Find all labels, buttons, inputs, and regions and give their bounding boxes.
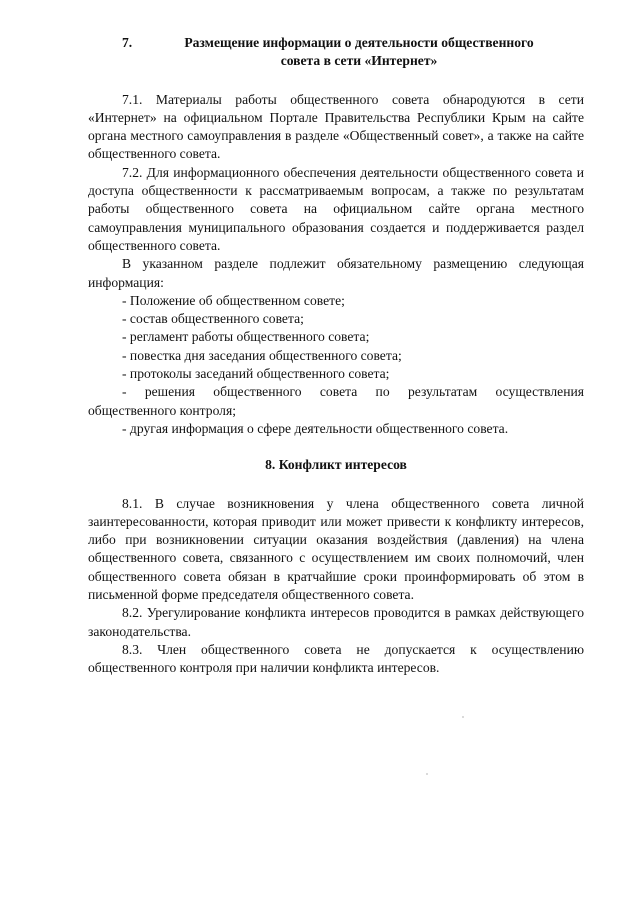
spacer xyxy=(88,438,584,456)
section-7-title-line-2: совета в сети «Интернет» xyxy=(280,53,438,69)
list-item: - регламент работы общественного совета; xyxy=(122,329,370,345)
paragraph-8-3: 8.3. Член общественного совета не допускается к осуществлению общественного контроля при наличии конфликта интересов. xyxy=(88,641,584,676)
list-item: - состав общественного совета; xyxy=(122,311,304,327)
section-7-heading xyxy=(88,34,584,71)
document-page xyxy=(88,34,584,678)
spacer xyxy=(88,475,584,495)
paragraph-8-2: 8.2. Урегулирование конфликта интересов проводится в рамках действующего законодательства. xyxy=(88,605,584,639)
section-8-heading: 8. Конфликт интересов xyxy=(265,457,407,473)
list-item: - повестка дня заседания общественного совета; xyxy=(122,347,402,363)
list-item: - протоколы заседаний общественного совета; xyxy=(122,366,390,382)
list-item: - решения общественного совета по результатам осуществления общественного контроля; xyxy=(88,384,584,418)
info-list xyxy=(88,292,584,438)
list-item: - другая информация о сфере деятельности общественного совета. xyxy=(122,420,509,436)
section-7-title-line-1: Размещение информации о деятельности общественного xyxy=(184,35,534,50)
paragraph-7-list-intro: В указанном разделе подлежит обязательному размещению следующая информация: xyxy=(88,256,584,290)
paragraph-7-2: 7.2. Для информационного обеспечения деятельности общественного совета и доступа общественности к рассматриваемым вопросам, а также по результатам работы общественного совета на официальном сайте органа местного самоуправления муниципального образования создается и поддерживается раздел общественного совета. xyxy=(88,164,584,253)
scan-speck xyxy=(462,716,464,718)
list-item: - Положение об общественном совете; xyxy=(122,292,345,308)
spacer xyxy=(88,71,584,91)
scan-speck xyxy=(426,773,428,775)
paragraph-7-1: 7.1. Материалы работы общественного совета обнародуются в сети «Интернет» на официальном Портале Правительства Республики Крым на сайте органа местного самоуправления в разделе «Общественный совет», а также на сайте общественного совета. xyxy=(88,91,584,162)
paragraph-8-1: 8.1. В случае возникновения у члена общественного совета личной заинтересованности, которая приводит или может привести к конфликту интересов, либо при возникновении ситуации оказания воздействия (давления) на члена общественного совета, связанного с осуществлением им своих полномочий, член общественного совета обязан в кратчайшие сроки проинформировать об этом в письменной форме председателя общественного совета. xyxy=(88,495,584,603)
section-7-number: 7. xyxy=(122,35,133,50)
